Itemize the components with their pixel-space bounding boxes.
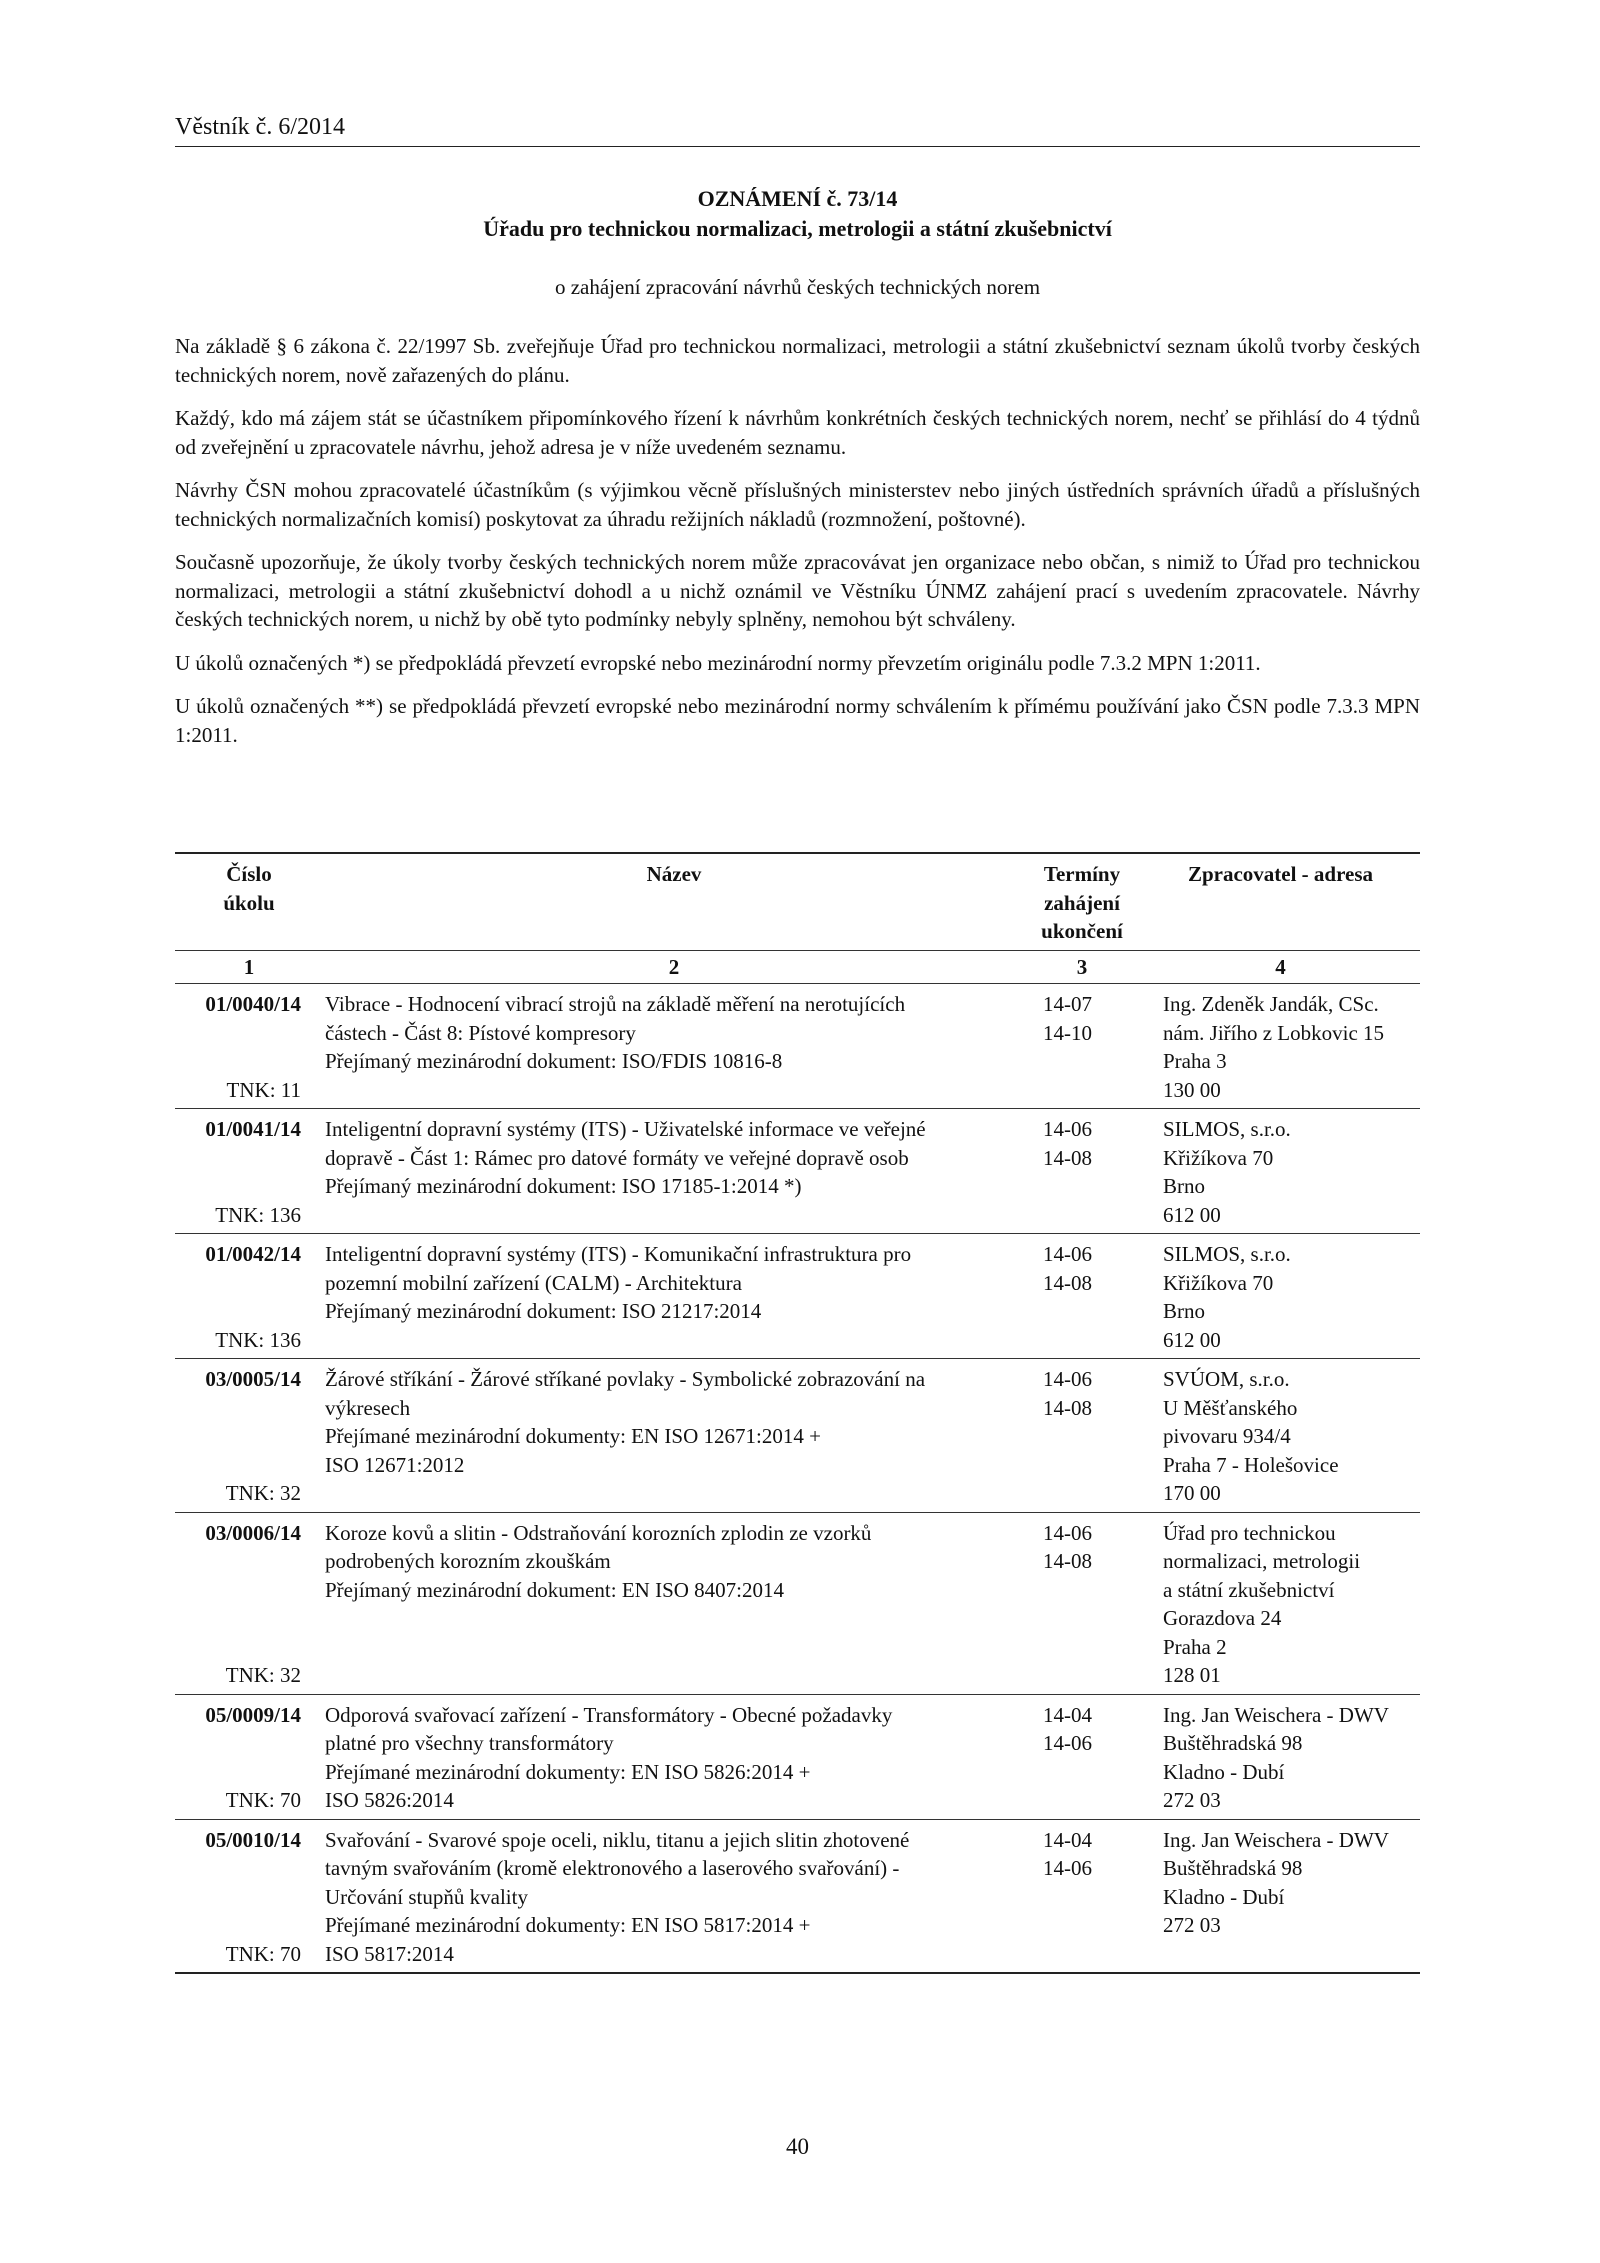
paragraph-note-double-asterisk: U úkolů označených **) se předpokládá převzetí evropské nebo mezinárodní normy schválením k přímému používání jako ČSN podle 7.3.3 MPN 1:2011. [175, 694, 1420, 747]
task-address-line: 170 00 [1163, 1481, 1221, 1505]
task-title-line: ISO 5826:2014 [325, 1788, 454, 1812]
task-address-line: 272 03 [1163, 1913, 1221, 1937]
announcement-issuer: Úřadu pro technickou normalizaci, metrologii a státní zkušebnictví [483, 216, 1112, 241]
task-date-end: 14-08 [1043, 1270, 1092, 1295]
task-address-line: Gorazdova 24 [1163, 1606, 1282, 1630]
task-date-start: 14-04 [1043, 1702, 1092, 1727]
task-address-cell [1141, 1365, 1420, 1508]
task-title-line: Žárové stříkání - Žárové stříkané povlaky - Symbolické zobrazování na [325, 1367, 926, 1391]
paragraph-drafts: Návrhy ČSN mohou zpracovatelé účastníkům (s výjimkou věcně příslušných ministerstev nebo jiných ústředních správních úřadů a příslušných technických normalizačních komisí) poskytovat za úhradu režijních nákladů (rozmnožení, poštovné). [175, 478, 1420, 531]
task-id: 05/0010/14 [205, 1827, 301, 1852]
task-address-line: nám. Jiřího z Lobkovic 15 [1163, 1020, 1385, 1045]
header-dates: Termíny zahájení ukončení [1041, 862, 1123, 943]
task-address-line: 128 01 [1163, 1663, 1221, 1687]
task-title-line: Inteligentní dopravní systémy (ITS) - Uživatelské informace ve veřejné [325, 1117, 926, 1141]
column-number: 2 [668, 954, 680, 979]
task-address-line: Buštěhradská 98 [1163, 1856, 1303, 1880]
task-title-line: Přejímané mezinárodní dokumenty: EN ISO 5826:2014 + [325, 1759, 811, 1784]
paragraph-note-single-asterisk: U úkolů označených *) se předpokládá převzetí evropské nebo mezinárodní normy převzetím originálu podle 7.3.2 MPN 1:2011. [175, 650, 1261, 675]
task-date-end: 14-06 [1043, 1856, 1092, 1880]
task-address-line: SVÚOM, s.r.o. [1163, 1367, 1290, 1391]
task-title-line: podrobených korozním zkouškám [325, 1549, 611, 1573]
column-number-row [175, 951, 1420, 985]
task-dates-cell [1023, 1826, 1141, 1969]
task-title-line: Přejímané mezinárodní dokumenty: EN ISO 5817:2014 + [325, 1913, 811, 1937]
task-address-line: 612 00 [1163, 1202, 1221, 1227]
task-id: 01/0040/14 [205, 992, 301, 1016]
task-address-line: Kladno - Dubí [1163, 1759, 1285, 1784]
table-header-row [175, 854, 1420, 951]
task-title-line: Přejímaný mezinárodní dokument: ISO 17185-1:2014 *) [325, 1174, 802, 1198]
task-number-cell [175, 990, 303, 1104]
page-number: 40 [786, 2134, 809, 2159]
task-address-line: Ing. Jan Weischera - DWV [1163, 1702, 1389, 1727]
column-number: 4 [1275, 954, 1286, 979]
task-date-start: 14-06 [1043, 1520, 1092, 1545]
column-number: 1 [243, 954, 255, 979]
tnk-label: TNK: 11 [226, 1077, 301, 1102]
announcement-body [175, 332, 1420, 764]
task-number-cell [175, 1365, 303, 1508]
task-address-line: a státní zkušebnictví [1163, 1577, 1335, 1602]
task-number-cell [175, 1115, 303, 1229]
task-date-end: 14-08 [1043, 1395, 1092, 1420]
task-date-start: 14-06 [1043, 1117, 1092, 1141]
task-date-end: 14-06 [1043, 1731, 1092, 1755]
task-title-line: Inteligentní dopravní systémy (ITS) - Komunikační infrastruktura pro [325, 1242, 912, 1266]
task-title-cell [303, 990, 1023, 1104]
task-title-cell [303, 1519, 1023, 1690]
task-title-cell [303, 1826, 1023, 1969]
task-address-line: Praha 3 [1163, 1049, 1227, 1073]
task-dates-cell [1023, 1519, 1141, 1690]
table-row [175, 1359, 1420, 1513]
task-number-cell [175, 1519, 303, 1690]
task-address-line: Křižíkova 70 [1163, 1270, 1274, 1295]
task-title-cell [303, 1115, 1023, 1229]
task-dates-cell [1023, 1701, 1141, 1815]
tnk-label: TNK: 70 [225, 1941, 301, 1966]
task-title-line: Přejímaný mezinárodní dokument: ISO 21217:2014 [325, 1299, 762, 1323]
task-title-line: Přejímané mezinárodní dokumenty: EN ISO 12671:2014 + [325, 1424, 821, 1448]
table-row [175, 1695, 1420, 1820]
task-address-line: Praha 7 - Holešovice [1163, 1452, 1339, 1477]
task-title-line: Koroze kovů a slitin - Odstraňování korozních zplodin ze vzorků [325, 1520, 872, 1545]
task-address-line: 612 00 [1163, 1327, 1221, 1352]
tnk-label: TNK: 136 [215, 1327, 301, 1352]
task-title-cell [303, 1701, 1023, 1815]
header-processor-address: Zpracovatel - adresa [1187, 862, 1374, 886]
task-title-line: Určování stupňů kvality [325, 1884, 528, 1909]
task-title-line: výkresech [325, 1395, 411, 1420]
column-number: 3 [1076, 954, 1088, 979]
task-address-line: U Měšťanského [1163, 1395, 1298, 1420]
header-rule [175, 146, 1420, 147]
paragraph-legal-basis: Na základě § 6 zákona č. 22/1997 Sb. zveřejňuje Úřad pro technickou normalizaci, metrologii a státní zkušebnictví seznam úkolů tvorby českých technických norem, nově zařazených do plánu. [175, 334, 1420, 387]
paragraph-conditions: Současně upozorňuje, že úkoly tvorby českých technických norem může zpracovávat jen organizace nebo občan, s nimiž to Úřad pro technickou normalizaci, metrologii a státní zkušebnictví dohodl a u nichž oznámil ve Věstníku ÚNMZ zahájení prací s uvedením zpracovatele. Návrhy českých technických norem, u nichž by obě tyto podmínky nebyly splněny, nemohou být schváleny. [175, 550, 1420, 631]
task-title-line: Vibrace - Hodnocení vibrací strojů na základě měření na nerotujících [325, 992, 906, 1016]
task-address-line: Ing. Zdeněk Jandák, CSc. [1163, 992, 1379, 1016]
running-head: Věstník č. 6/2014 [175, 114, 345, 140]
task-address-cell [1141, 1240, 1420, 1354]
task-id: 03/0006/14 [205, 1520, 301, 1545]
task-date-start: 14-07 [1043, 992, 1092, 1016]
task-address-line: Kladno - Dubí [1163, 1884, 1285, 1909]
task-date-end: 14-08 [1043, 1549, 1092, 1573]
task-address-line: Ing. Jan Weischera - DWV [1163, 1827, 1389, 1852]
task-address-line: Křižíkova 70 [1163, 1145, 1274, 1170]
task-dates-cell [1023, 990, 1141, 1104]
task-address-line: Brno [1163, 1174, 1205, 1198]
table-row [175, 984, 1420, 1109]
task-title-line: ISO 5817:2014 [325, 1941, 454, 1966]
task-address-cell [1141, 1701, 1420, 1815]
task-dates-cell [1023, 1365, 1141, 1508]
task-dates-cell [1023, 1240, 1141, 1354]
header-task-number: Číslo úkolu [223, 862, 275, 915]
task-title-line: ISO 12671:2012 [325, 1452, 465, 1477]
table-row [175, 1234, 1420, 1359]
announcement-title: OZNÁMENÍ č. 73/14 [697, 186, 898, 211]
table-row [175, 1109, 1420, 1234]
task-title-line: tavným svařováním (kromě elektronového a laserového svařování) - [325, 1856, 900, 1880]
task-date-start: 14-06 [1043, 1242, 1092, 1266]
tnk-label: TNK: 32 [225, 1663, 301, 1687]
task-address-cell [1141, 1519, 1420, 1690]
tnk-label: TNK: 70 [225, 1788, 301, 1812]
task-number-cell [175, 1240, 303, 1354]
task-title-line: Odporová svařovací zařízení - Transformátory - Obecné požadavky [325, 1702, 893, 1727]
task-title-line: platné pro všechny transformátory [325, 1731, 614, 1755]
header-title: Název [646, 862, 702, 886]
table-row [175, 1513, 1420, 1695]
task-address-line: pivovaru 934/4 [1163, 1424, 1291, 1448]
task-id: 03/0005/14 [205, 1367, 301, 1391]
task-title-line: dopravě - Část 1: Rámec pro datové formáty ve veřejné dopravě osob [325, 1145, 909, 1170]
task-title-cell [303, 1240, 1023, 1354]
task-address-line: Praha 2 [1163, 1634, 1227, 1659]
task-title-line: pozemní mobilní zařízení (CALM) - Architektura [325, 1270, 742, 1295]
task-address-line: SILMOS, s.r.o. [1163, 1242, 1291, 1266]
task-address-cell [1141, 1826, 1420, 1969]
task-address-line: SILMOS, s.r.o. [1163, 1117, 1291, 1141]
task-number-cell [175, 1826, 303, 1969]
tnk-label: TNK: 136 [215, 1202, 301, 1227]
task-address-line: 130 00 [1163, 1077, 1221, 1102]
task-address-cell [1141, 1115, 1420, 1229]
task-id: 01/0042/14 [205, 1242, 301, 1266]
task-date-start: 14-06 [1043, 1367, 1092, 1391]
task-address-line: normalizaci, metrologii [1163, 1549, 1361, 1573]
task-address-cell [1141, 990, 1420, 1104]
tasks-table [175, 852, 1420, 1974]
task-date-end: 14-08 [1043, 1145, 1092, 1170]
task-title-cell [303, 1365, 1023, 1508]
task-date-end: 14-10 [1043, 1020, 1092, 1045]
tnk-label: TNK: 32 [225, 1481, 301, 1505]
task-title-line: Svařování - Svarové spoje oceli, niklu, titanu a jejich slitin zhotovené [325, 1827, 910, 1852]
task-number-cell [175, 1701, 303, 1815]
document-page [175, 0, 1420, 2263]
task-address-line: Brno [1163, 1299, 1205, 1323]
task-title-line: Přejímaný mezinárodní dokument: EN ISO 8407:2014 [325, 1577, 785, 1602]
task-dates-cell [1023, 1115, 1141, 1229]
task-date-start: 14-04 [1043, 1827, 1092, 1852]
task-title-line: Přejímaný mezinárodní dokument: ISO/FDIS 10816-8 [325, 1049, 783, 1073]
task-address-line: Buštěhradská 98 [1163, 1731, 1303, 1755]
task-id: 05/0009/14 [205, 1702, 301, 1727]
table-row [175, 1820, 1420, 1973]
task-id: 01/0041/14 [205, 1117, 301, 1141]
announcement-subject: o zahájení zpracování návrhů českých technických norem [554, 275, 1041, 299]
task-address-line: Úřad pro technickou [1163, 1520, 1336, 1545]
task-title-line: částech - Část 8: Pístové kompresory [325, 1020, 636, 1045]
paragraph-participation: Každý, kdo má zájem stát se účastníkem připomínkového řízení k návrhům konkrétních českých technických norem, nechť se přihlásí do 4 týdnů od zveřejnění u zpracovatele návrhu, jehož adresa je v níže uvedeném seznamu. [175, 406, 1420, 459]
task-address-line: 272 03 [1163, 1788, 1221, 1812]
